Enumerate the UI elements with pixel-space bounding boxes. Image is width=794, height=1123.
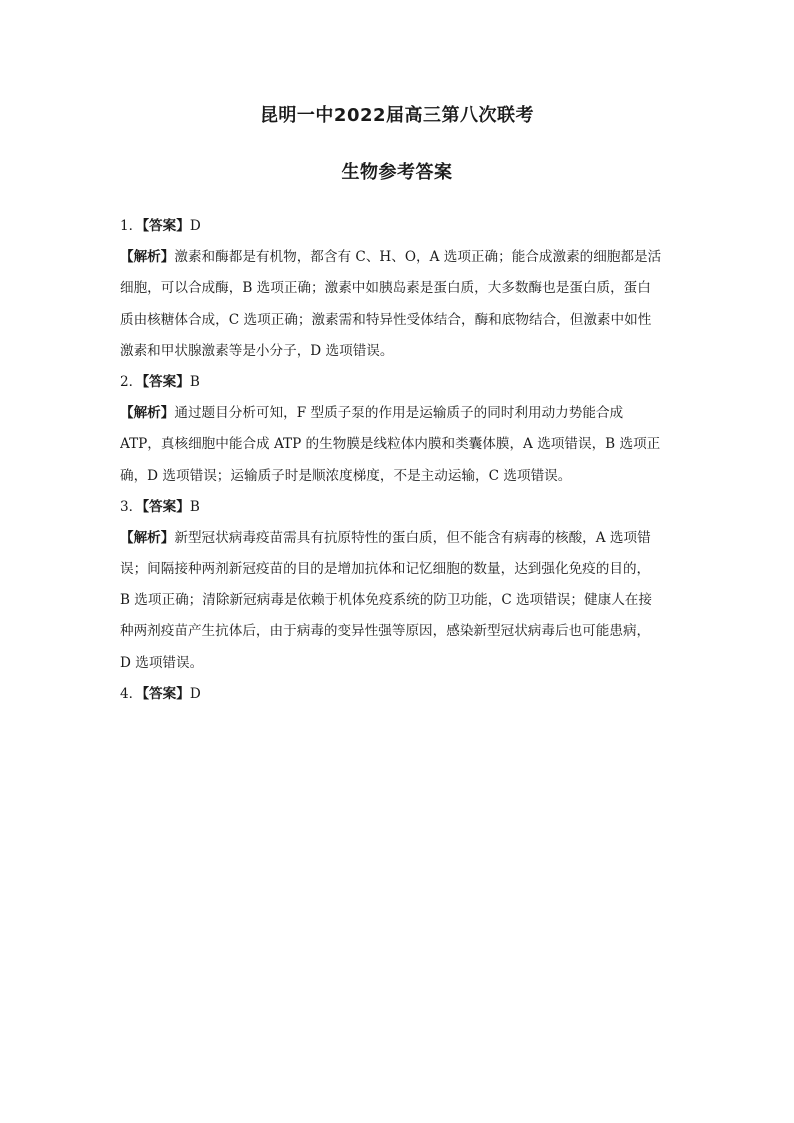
answer-tag: 【答案】 <box>142 218 190 234</box>
answer-value: D <box>189 685 201 702</box>
answer-tag: 【答案】 <box>142 373 190 390</box>
answer-list <box>120 211 675 710</box>
answer-value: B <box>189 373 200 390</box>
analysis-line: 种两剂疫苗产生抗体后，由于病毒的变异性强等原因，感染新型冠状病毒后也可能患病， <box>120 623 651 640</box>
answer-line-q1 <box>120 211 675 242</box>
analysis-line: 质由核糖体合成，C 选项正确；激素需和特异性受体结合，酶和底物结合，但激素中如性 <box>120 311 652 328</box>
analysis-line: 激素和甲状腺激素等是小分子，D 选项错误。 <box>120 342 394 359</box>
analysis-text: 通过题目分析可知，F 型质子泵的作用是运输质子的同时利用动力势能合成 <box>174 405 624 422</box>
question-number: 2． <box>120 373 143 390</box>
analysis-line: D 选项错误。 <box>120 654 204 671</box>
analysis-text: 激素和酶都是有机物，都含有 C、H、O，A 选项正确；能合成激素的细胞都是活 <box>174 249 662 266</box>
question-number: 4． <box>120 685 143 702</box>
answer-line-q3 <box>120 492 675 523</box>
analysis-line: ATP，真核细胞中能合成 ATP 的生物膜是线粒体内膜和类囊体膜，A 选项错误，B 选项正 <box>120 436 661 453</box>
analysis-line: B 选项正确；清除新冠病毒是依赖于机体免疫系统的防卫功能，C 选项错误；健康人在接 <box>120 592 652 609</box>
analysis-tag: 【解析】 <box>120 249 175 266</box>
answer-line-q2 <box>120 367 675 398</box>
analysis-line <box>120 523 675 554</box>
document-title: 昆明一中2022届高三第八次联考 <box>259 105 535 126</box>
document-subtitle: 生物参考答案 <box>341 162 453 183</box>
analysis-line: 误；间隔接种两剂新冠疫苗的目的是增加抗体和记忆细胞的数量，达到强化免疫的目的， <box>120 561 651 578</box>
analysis-line: 细胞，可以合成酶，B 选项正确；激素中如胰岛素是蛋白质，大多数酶也是蛋白质，蛋白 <box>120 280 651 297</box>
analysis-line <box>120 398 675 429</box>
question-number: 1． <box>120 218 143 234</box>
answer-value: B <box>189 498 200 515</box>
analysis-line <box>120 242 675 273</box>
answer-line-q4 <box>120 679 675 710</box>
question-number: 3． <box>120 498 143 515</box>
analysis-text: 新型冠状病毒疫苗需具有抗原特性的蛋白质，但不能含有病毒的核酸，A 选项错 <box>174 529 651 546</box>
analysis-tag: 【解析】 <box>120 529 175 546</box>
answer-value: D <box>189 218 201 234</box>
analysis-line: 确，D 选项错误；运输质子时是顺浓度梯度，不是主动运输，C 选项错误。 <box>120 467 572 484</box>
analysis-tag: 【解析】 <box>120 405 175 422</box>
answer-tag: 【答案】 <box>142 685 190 702</box>
answer-tag: 【答案】 <box>142 498 190 515</box>
